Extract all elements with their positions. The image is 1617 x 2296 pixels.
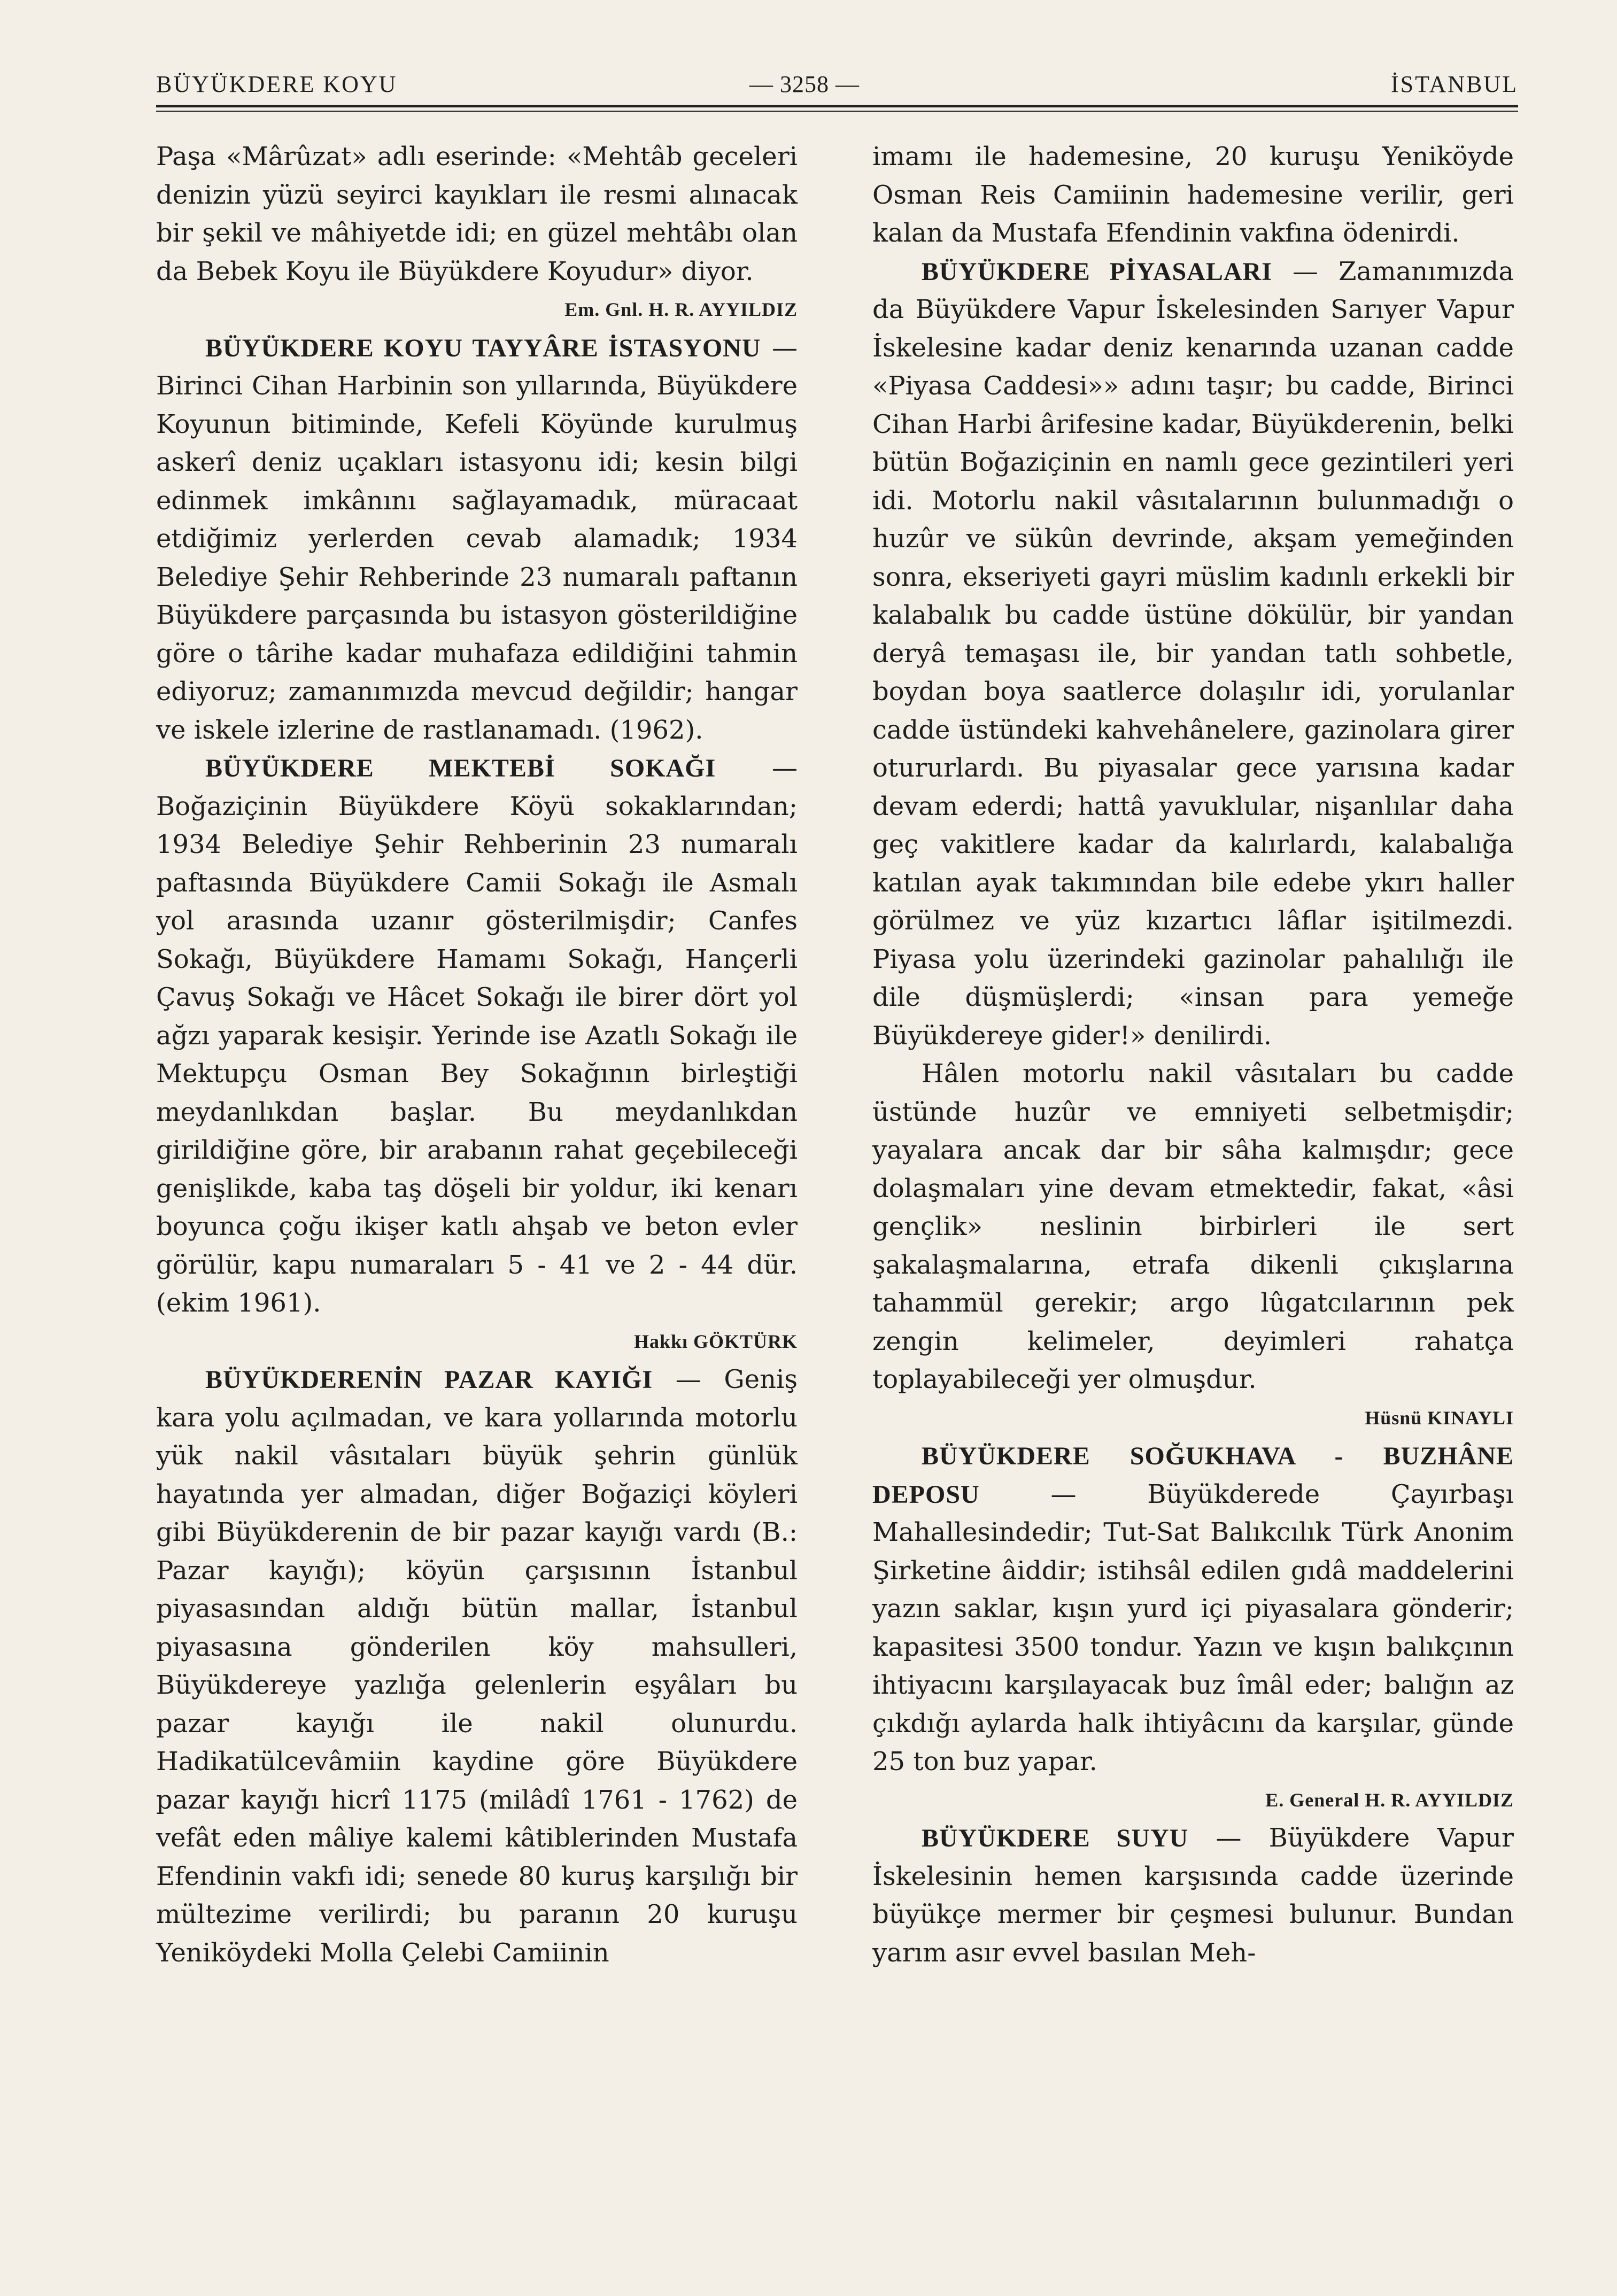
entry-body: — Büyükdere Vapur İskelesinin hemen karşısında cadde üzerinde büyükçe mermer bir çeşmesi bulunur. Bundan yarım asır evvel basılan Meh- [872,1823,1514,1968]
header-rule-thick [156,105,1518,107]
entry-tayyare-istasyonu [156,329,798,750]
page-number: — 3258 — [749,71,860,97]
left-column [156,138,798,1972]
paragraph: Paşa «Mârûzat» adlı eserinde: «Mehtâb geceleri denizin yüzü seyirci kayıkları ile resmi alınacak bir şekil ve mâhiyetde idi; en güzel mehtâbı olan da Bebek Koyu ile Büyükdere Koyudur» diyor. [156,142,798,286]
entry-title: BÜYÜKDERE PİYASALARI [922,257,1272,286]
entry-title: BÜYÜKDERENİN PAZAR KAYIĞI [205,1366,653,1394]
header-rule-thin [156,111,1518,112]
entry-title: BÜYÜKDERE SOĞUKHAVA - BUZHÂNE DEPOSU [872,1442,1514,1509]
entry-title: BÜYÜKDERE SUYU [922,1824,1189,1852]
right-column [872,138,1514,1972]
author-signature: E. General H. R. AYYILDIZ [1265,1789,1514,1811]
entry-piyasalari [872,253,1514,1056]
paragraph: Hâlen motorlu nakil vâsıtaları bu cadde üstünde huzûr ve emniyeti selbetmişdir; yayalara ancak dar bir sâha kalmışdır; gece dolaşmaları yine devam etmektedir, fakat, «âsi gençlik» neslinin birbirleri ile sert şakalaşmalarına, etrafa dikenli çıkışlarına tahammül gerekir; argo lûgatcılarının pek zengin kelimeler, deyimleri rahatça toplayabileceği yer olmuşdur. [872,1059,1514,1394]
entry-body: — Boğaziçinin Büyükdere Köyü sokaklarından; 1934 Belediye Şehir Rehberinin 23 numaralı paftasında Büyükdere Camii Sokağı ile Asmalı yol arasında uzanır gösterilmişdir; Canfes Sokağı, Büyükdere Hamamı Sokağı, Hançerli Çavuş Sokağı ve Hâcet Sokağı ile birer dört yol ağzı yaparak kesişir. Yerinde ise Azatlı Sokağı ile Mektupçu Osman Bey Sokağının birleştiği meydanlıkdan başlar. Bu meydanlıkdan girildiğine göre, bir arabanın rahat geçebileceği genişlikde, kaba taş döşeli bir yoldur, iki kenarı boyunca çoğu ikişer katlı ahşab ve beton evler görülür, kapu numaraları 5 - 41 ve 2 - 44 dür. (ekim 1961). [156,753,798,1318]
running-head-right: İSTANBUL [1390,71,1518,97]
author-signature: Hüsnü KINAYLI [1365,1407,1514,1429]
entry-buyukdere-suyu [872,1819,1514,1972]
entry-body: — Zamanımızda da Büyükdere Vapur İskelesinden Sarıyer Vapur İskelesine kadar deniz kenarında uzanan cadde «Piyasa Caddesi»» adını taşır; bu cadde, Birinci Cihan Harbi ârifesine kadar, Büyükderenin, belki bütün Boğaziçinin en namlı gece gezintileri yeri idi. Motorlu nakil vâsıtalarının bulunmadığı o huzûr ve sükûn devrinde, akşam yemeğinden sonra, ekseriyeti gayri müslim kadınlı erkekli bir kalabalık bu cadde üstüne dökülür, bir yandan deryâ temaşası ile, bir yandan tatlı sohbetle, boydan boya saatlerce dolaşılır idi, yorulanlar cadde üstündeki kahvehânelere, gazinolara girer otururlardı. Bu piyasalar gece yarısına kadar devam ederdi; hattâ yavuklular, nişanlılar daha geç vakitlere kadar da kalırlardı, kalabalığa katılan ayak takımından bile edebe ykırı haller görülmez ve yüz kızartıcı lâflar işitilmezdi. Piyasa yolu üzerindeki gazinolar pahalılığı ile dile düşmüşlerdi; «insan para yemeğe Büyükdereye gider!» denilirdi. [872,256,1514,1051]
author-signature: Em. Gnl. H. R. AYYILDIZ [564,299,798,320]
entry-body: — Büyükderede Çayırbaşı Mahallesindedir; Tut-Sat Balıkcılık Türk Anonim Şirketine âiddir; istihsâl edilen gıdâ maddelerini yazın saklar, kışın yurd içi piyasalara gönderir; kapasitesi 3500 tondur. Yazın ve kışın balıkçının ihtiyacını karşılayacak buz îmâl eder; balığın az çıkdığı aylarda halk ihtiyâcını da karşılar, günde 25 ton buz yapar. [872,1479,1514,1777]
author-signature: Hakkı GÖKTÜRK [633,1330,798,1352]
entry-pazar-kayigi [156,1361,798,1972]
running-head-left: BÜYÜKDERE KOYU [156,71,398,97]
entry-body: — Birinci Cihan Harbinin son yıllarında, Büyükdere Koyunun bitiminde, Kefeli Köyünde kurulmuş askerî deniz uçakları istasyonu idi; kesin bilgi edinmek imkânını sağlayamadık, müracaat etdiğimiz yerlerden cevab alamadık; 1934 Belediye Şehir Rehberinde 23 numaralı paftanın Büyükdere parçasında bu istasyon gösterildiğine göre o târihe kadar muhafaza edildiğini tahmin ediyoruz; zamanımızda mevcud değildir; hangar ve iskele izlerine de rastlanamadı. (1962). [156,332,798,745]
entry-title: BÜYÜKDERE KOYU TAYYÂRE İSTASYONU [205,333,761,362]
entry-sogukhava-buzhane [872,1437,1514,1781]
entry-title: BÜYÜKDERE MEKTEBİ SOKAĞI [205,754,716,782]
paragraph: imamı ile hademesine, 20 kuruşu Yeniköyde Osman Reis Camiinin hademesine verilir, geri kalan da Mustafa Efendinin vakfına ödenirdi. [872,142,1514,248]
page-header [156,64,1518,107]
entry-mektebi-sokagi [156,749,798,1323]
entry-body: — Geniş kara yolu açılmadan, ve kara yollarında motorlu yük nakil vâsıtaları büyük şehrin günlük hayatında yer almadan, diğer Boğaziçi köyleri gibi Büyükderenin de bir pazar kayığı vardı (B.: Pazar kayığı); köyün çarşısının İstanbul piyasasından aldığı bütün mallar, İstanbul piyasasına gönderilen köy mahsulleri, Büyükdereye yazlığa gelenlerin eşyâları bu pazar kayığı ile nakil olunurdu. Hadikatülcevâmiin kaydine göre Büyükdere pazar kayığı hicrî 1175 (milâdî 1761 - 1762) de vefât eden mâliye kalemi kâtiblerinden Mustafa Efendinin vakfı idi; senede 80 kuruş karşılığı bir mültezime verilirdi; bu paranın 20 kuruşu Yeniköydeki Molla Çelebi Camiinin [156,1364,798,1968]
